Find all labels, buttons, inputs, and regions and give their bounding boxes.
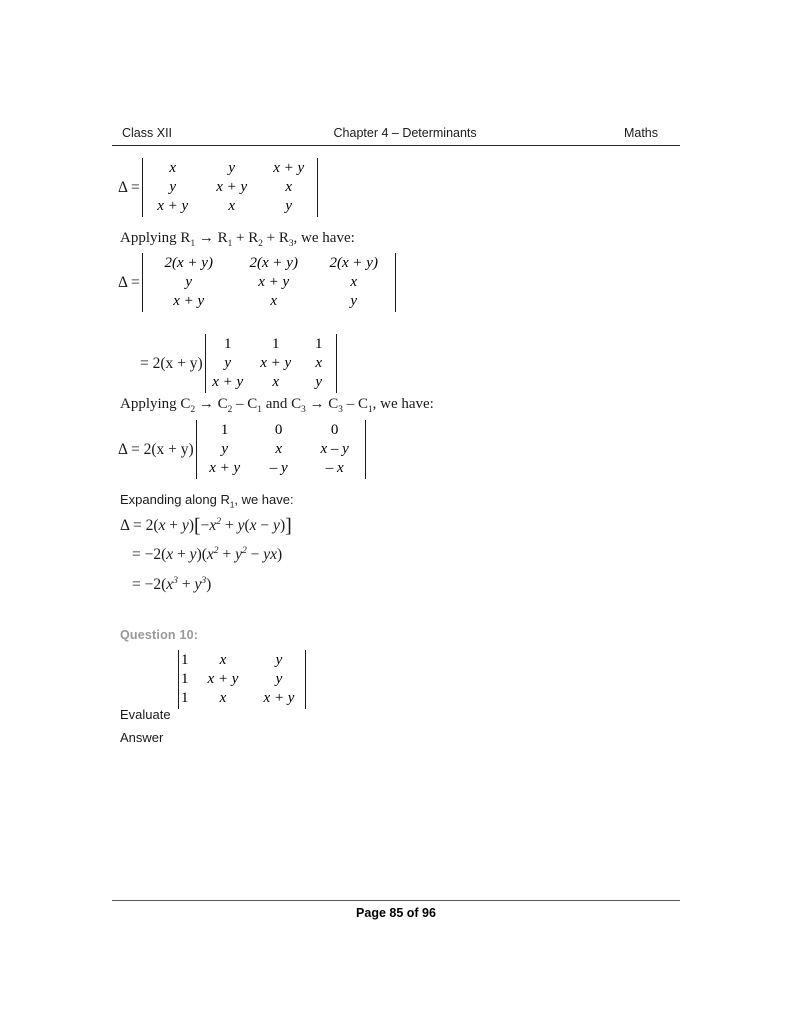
q10-r2c0: 1 xyxy=(181,690,189,706)
apply-cols-term2-sub: 1 xyxy=(257,405,262,415)
det1-r2c1: x xyxy=(228,198,236,214)
det1-r1c2: x xyxy=(285,179,293,195)
det4-r2c0: x + y xyxy=(209,460,241,476)
apply-cols-term4: C xyxy=(357,396,368,412)
det1-r0c2: x + y xyxy=(273,160,305,176)
det2-r1c2: x xyxy=(350,274,358,290)
det4-r1c1: x xyxy=(275,441,282,457)
table-row xyxy=(145,273,393,292)
apply-cols-sub1: 2 xyxy=(190,405,196,415)
q10-r1c2: y xyxy=(275,671,283,687)
question-10-heading: Question 10: xyxy=(120,628,199,642)
det2-r2c1: x xyxy=(270,293,278,309)
table-row xyxy=(199,459,363,478)
q10-r1c0: 1 xyxy=(181,671,189,687)
equation-determinant-3 xyxy=(140,334,337,393)
q10-r0c0: 1 xyxy=(181,652,189,668)
det2-r0c0: 2(x + y) xyxy=(164,255,213,271)
apply-rows-term1-sub: 1 xyxy=(227,239,233,249)
table-row xyxy=(208,373,334,392)
det4-r1c0: y xyxy=(221,441,228,457)
expanding-prefix: Expanding along R xyxy=(120,492,230,507)
det1-r1c0: y xyxy=(169,179,177,195)
det2-r2c2: y xyxy=(350,293,358,309)
evaluate-label: Evaluate xyxy=(120,707,171,722)
page-header xyxy=(112,126,680,140)
det3-r0c2: 1 xyxy=(314,336,323,352)
apply-cols-minus2: – xyxy=(346,396,355,412)
det1-lhs: Δ = xyxy=(118,178,140,196)
table-row xyxy=(199,421,363,440)
det1-r1c1: x + y xyxy=(216,179,248,195)
equation-determinant-4 xyxy=(118,420,366,479)
det2-r1c0: y xyxy=(185,274,193,290)
apply-rows-term1: R xyxy=(217,230,228,246)
apply-cols-term3-sub: 3 xyxy=(338,405,343,415)
det4-r2c1: – y xyxy=(269,460,288,476)
expanding-sub: 1 xyxy=(229,500,235,510)
result-line-3: = $-2(x^3 + y^3)$ xyxy=(132,574,212,593)
q10-det-matrix xyxy=(178,650,306,709)
det3-r2c1: x xyxy=(272,374,280,390)
table-row xyxy=(199,440,363,459)
apply-rows-arrow: → xyxy=(198,230,214,246)
apply-rows-plus2: + xyxy=(266,230,276,246)
det4-r0c0: 1 xyxy=(220,422,229,438)
header-divider xyxy=(112,145,680,146)
det1-r0c1: y xyxy=(228,160,236,176)
table-row xyxy=(145,254,393,273)
det4-r1c2: x – y xyxy=(320,441,349,457)
det2-r0c1: 2(x + y) xyxy=(249,255,298,271)
table-row xyxy=(181,689,303,708)
expanding-line xyxy=(120,492,294,510)
det3-lhs: = 2(x + y) xyxy=(140,354,203,372)
apply-cols-arrow2: → xyxy=(309,396,325,412)
q10-r1c1: x + y xyxy=(207,671,239,687)
det1-r2c2: y xyxy=(285,198,293,214)
q10-r0c1: x xyxy=(219,652,227,668)
table-row xyxy=(145,178,315,197)
expanding-suffix: , we have: xyxy=(234,492,294,507)
apply-rows-term2: R xyxy=(248,230,259,246)
det2-matrix xyxy=(142,253,396,312)
apply-cols-prefix: Applying C xyxy=(120,396,191,412)
apply-cols-minus1: – xyxy=(236,396,244,412)
equation-determinant-2 xyxy=(118,253,396,312)
det3-r0c0: 1 xyxy=(223,336,232,352)
apply-cols-sub2: 3 xyxy=(301,405,306,415)
apply-cols-and: and xyxy=(265,396,288,412)
det1-r0c0: x xyxy=(169,160,177,176)
apply-rows-prefix: Applying R xyxy=(120,230,191,246)
table-row xyxy=(208,354,334,373)
table-row xyxy=(145,159,315,178)
page-number-label: Page 85 of 96 xyxy=(356,906,436,920)
det4-lhs: Δ = 2(x + y) xyxy=(118,440,194,458)
apply-rows-term2-sub: 2 xyxy=(258,239,263,249)
apply-rows-term3: R xyxy=(278,230,289,246)
result-line-2: = $-2(x + y)(x^2 + y^2 - yx)$ xyxy=(132,544,283,563)
apply-rows-sub1: 1 xyxy=(190,239,196,249)
apply-cols-line xyxy=(120,396,434,413)
det3-r1c1: x + y xyxy=(260,355,292,371)
det1-matrix xyxy=(142,158,318,217)
det4-matrix xyxy=(196,420,366,479)
q10-r0c2: y xyxy=(275,652,283,668)
header-class-label: Class XII xyxy=(122,126,173,140)
det3-matrix xyxy=(205,334,337,393)
apply-cols-arrow: → xyxy=(198,396,214,412)
det4-r0c2: 0 xyxy=(330,422,339,438)
table-row xyxy=(145,292,393,311)
apply-cols-term3: C xyxy=(328,396,339,412)
det1-r2c0: x + y xyxy=(157,198,189,214)
det3-r2c2: y xyxy=(315,374,323,390)
apply-cols-term4-sub: 1 xyxy=(367,405,373,415)
header-subject-label: Maths xyxy=(623,126,658,140)
q10-r2c2: x + y xyxy=(263,690,295,706)
apply-rows-suffix: , we have: xyxy=(293,230,355,246)
header-chapter-title: Chapter 4 – Determinants xyxy=(333,126,477,140)
det3-r0c1: 1 xyxy=(271,336,280,352)
det2-lhs: Δ = xyxy=(118,273,140,291)
det2-r1c1: x + y xyxy=(258,274,290,290)
apply-rows-term3-sub: 3 xyxy=(288,239,294,249)
det3-r2c0: x + y xyxy=(212,374,244,390)
table-row xyxy=(181,651,303,670)
answer-label: Answer xyxy=(120,730,164,745)
det4-r0c1: 0 xyxy=(274,422,283,438)
apply-cols-term1: C xyxy=(217,396,228,412)
det2-r2c0: x + y xyxy=(173,293,205,309)
apply-cols-suffix: , we have: xyxy=(372,396,434,412)
apply-rows-line xyxy=(120,230,355,247)
det4-r2c2: – x xyxy=(325,460,344,476)
table-row xyxy=(208,335,334,354)
result-line-1: $\Delta = 2(x + y)[-x^2 + y(x - y)]$ xyxy=(120,515,292,537)
det3-r1c2: x xyxy=(315,355,323,371)
table-row xyxy=(181,670,303,689)
table-row xyxy=(145,197,315,216)
det3-r1c0: y xyxy=(224,355,232,371)
apply-rows-plus1: + xyxy=(236,230,245,246)
equation-determinant-1 xyxy=(118,158,318,217)
footer-divider xyxy=(112,900,680,901)
q10-r2c1: x xyxy=(219,690,227,706)
apply-cols-term1-sub: 2 xyxy=(227,405,233,415)
det2-r0c2: 2(x + y) xyxy=(329,255,378,271)
apply-cols-prefix2: C xyxy=(291,396,302,412)
apply-cols-term2: C xyxy=(247,396,258,412)
equation-determinant-question10 xyxy=(178,650,306,709)
